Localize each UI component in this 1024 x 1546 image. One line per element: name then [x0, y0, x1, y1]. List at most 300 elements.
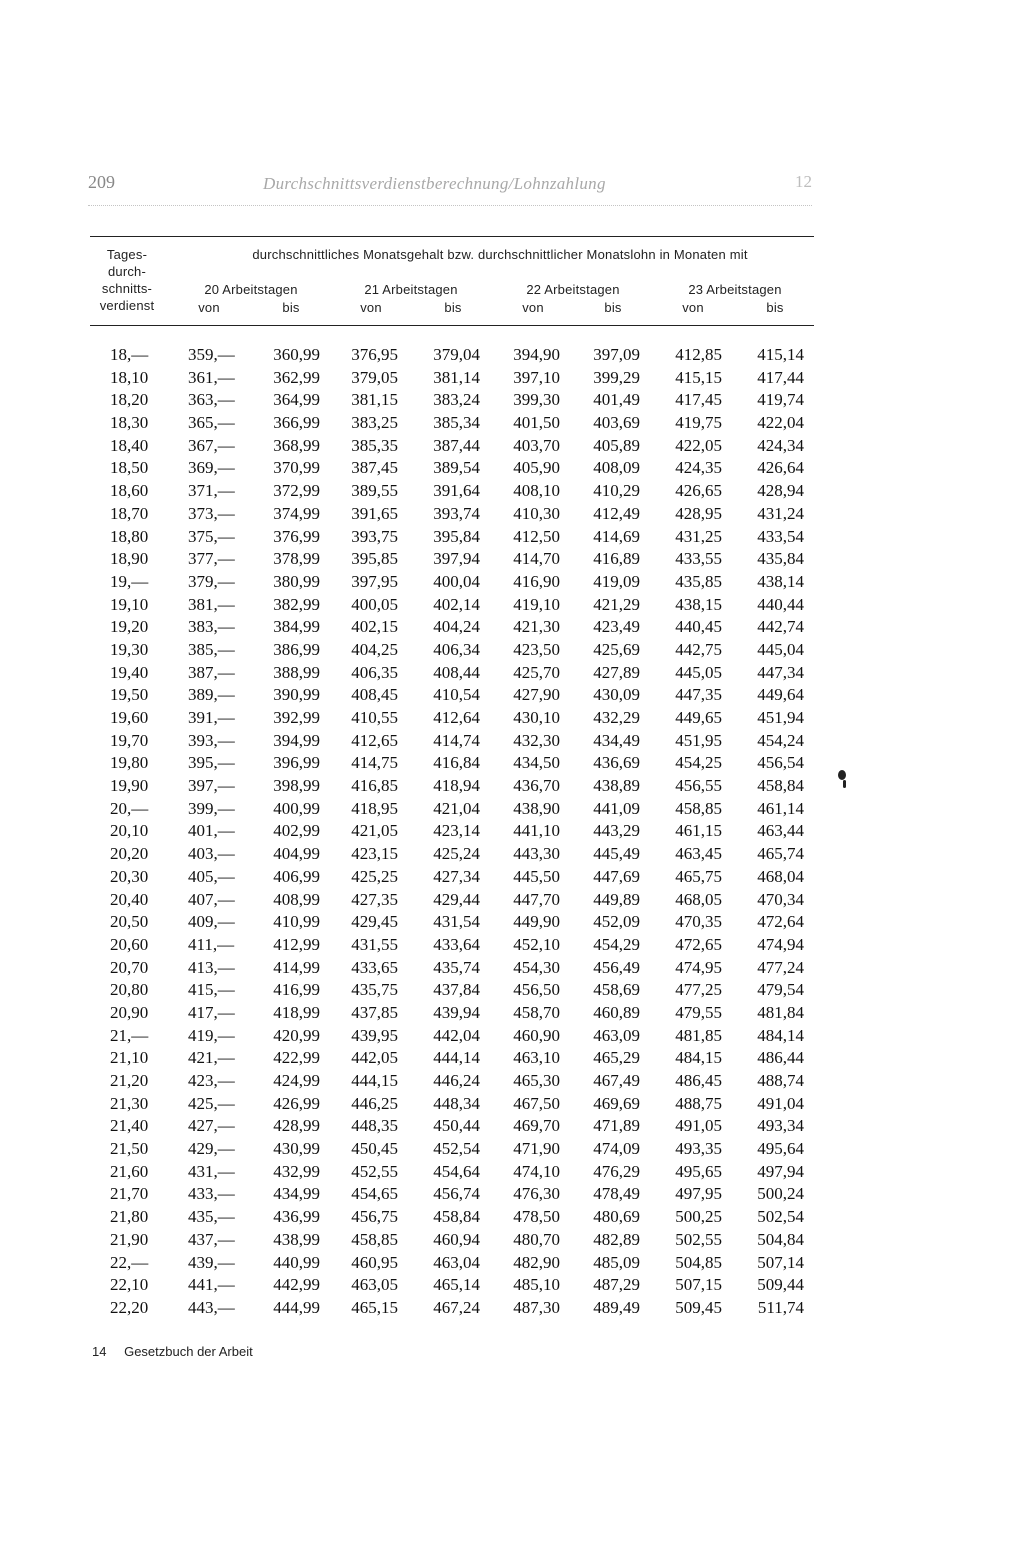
salary-cell: 463,44	[757, 821, 804, 841]
daily-earnings-cell: 19,70	[110, 730, 149, 750]
salary-cell: 426,65	[675, 481, 722, 501]
salary-cell: 440,45	[675, 617, 722, 637]
salary-cell: 405,—	[188, 866, 235, 886]
daily-earnings-cell: 18,10	[110, 367, 149, 387]
salary-cell: 458,84	[433, 1207, 480, 1227]
salary-cell: 397,10	[513, 367, 560, 387]
daily-earnings-cell: 20,20	[110, 844, 149, 864]
salary-cell: 429,45	[351, 912, 398, 932]
salary-cell: 458,85	[351, 1229, 398, 1249]
salary-cell: 456,75	[351, 1207, 398, 1227]
salary-cell: 425,70	[513, 662, 560, 682]
salary-cell: 467,49	[593, 1071, 640, 1090]
salary-cell: 397,94	[433, 549, 480, 569]
salary-cell: 422,99	[273, 1048, 320, 1068]
salary-cell: 509,44	[757, 1275, 804, 1295]
table-row	[90, 457, 814, 480]
salary-cell: 379,05	[351, 367, 398, 387]
salary-cell: 399,30	[513, 390, 560, 410]
sub-header-from: von	[682, 300, 704, 315]
salary-cell: 431,54	[433, 912, 480, 932]
salary-cell: 415,14	[757, 345, 804, 364]
salary-cell: 424,34	[757, 435, 804, 455]
sub-header-from: von	[198, 300, 220, 315]
salary-cell: 469,70	[513, 1116, 560, 1136]
table-row	[90, 526, 814, 549]
salary-cell: 417,44	[757, 367, 804, 387]
salary-cell: 390,99	[273, 685, 320, 705]
salary-cell: 373,—	[188, 503, 235, 523]
salary-cell: 385,34	[433, 413, 480, 433]
salary-cell: 433,55	[675, 549, 722, 569]
page-number: 209	[88, 172, 115, 192]
salary-cell: 395,84	[433, 526, 480, 546]
salary-cell: 387,—	[188, 662, 235, 682]
salary-cell: 474,94	[757, 934, 804, 954]
daily-earnings-cell: 21,40	[110, 1116, 149, 1136]
salary-cell: 447,35	[675, 685, 722, 705]
table-row	[90, 798, 814, 821]
salary-cell: 410,99	[273, 912, 320, 932]
salary-cell: 463,45	[675, 844, 722, 864]
salary-cell: 401,—	[188, 821, 235, 841]
salary-cell: 387,45	[351, 458, 398, 478]
sub-header-to: bis	[282, 300, 300, 315]
salary-cell: 378,99	[273, 549, 320, 569]
salary-cell: 416,84	[433, 753, 480, 773]
table-row	[90, 843, 814, 866]
salary-cell: 402,14	[433, 594, 480, 614]
salary-cell: 449,90	[513, 912, 560, 932]
salary-cell: 456,74	[433, 1184, 480, 1204]
salary-cell: 463,09	[593, 1025, 640, 1045]
salary-cell: 440,44	[757, 594, 804, 614]
daily-earnings-cell: 22,—	[110, 1252, 149, 1272]
salary-cell: 402,99	[273, 821, 320, 841]
stub-header	[90, 246, 164, 314]
table-row	[90, 1115, 814, 1138]
salary-cell: 424,99	[273, 1071, 320, 1090]
salary-cell: 487,30	[513, 1297, 560, 1317]
salary-cell: 446,25	[351, 1093, 398, 1113]
salary-cell: 491,05	[675, 1116, 722, 1136]
salary-cell: 488,75	[675, 1093, 722, 1113]
salary-cell: 412,65	[351, 730, 398, 750]
salary-cell: 421,—	[188, 1048, 235, 1068]
salary-cell: 422,05	[675, 435, 722, 455]
salary-cell: 446,24	[433, 1071, 480, 1090]
salary-cell: 477,25	[675, 980, 722, 1000]
salary-cell: 478,49	[593, 1184, 640, 1204]
salary-cell: 463,04	[433, 1252, 480, 1272]
salary-cell: 428,95	[675, 503, 722, 523]
daily-earnings-cell: 21,60	[110, 1161, 149, 1181]
salary-cell: 376,95	[351, 345, 398, 364]
table-row	[90, 639, 814, 662]
salary-cell: 368,99	[273, 435, 320, 455]
stub-header-line: schnitts-	[101, 281, 153, 296]
salary-cell: 389,54	[433, 458, 480, 478]
salary-cell: 481,84	[757, 1002, 804, 1022]
salary-cell: 420,99	[273, 1025, 320, 1045]
daily-earnings-cell: 21,20	[110, 1071, 149, 1090]
daily-earnings-cell: 18,60	[110, 481, 149, 501]
table-body	[90, 344, 814, 1320]
daily-earnings-cell: 18,80	[110, 526, 149, 546]
salary-cell: 407,—	[188, 889, 235, 909]
salary-cell: 439,94	[433, 1002, 480, 1022]
salary-cell: 366,99	[273, 413, 320, 433]
salary-cell: 471,89	[593, 1116, 640, 1136]
daily-earnings-cell: 22,10	[110, 1275, 149, 1295]
salary-cell: 454,64	[433, 1161, 480, 1181]
salary-cell: 429,44	[433, 889, 480, 909]
salary-cell: 497,95	[675, 1184, 722, 1204]
daily-earnings-cell: 21,10	[110, 1048, 149, 1068]
salary-cell: 470,35	[675, 912, 722, 932]
daily-earnings-cell: 21,80	[110, 1207, 149, 1227]
daily-earnings-cell: 18,40	[110, 435, 149, 455]
salary-cell: 389,55	[351, 481, 398, 501]
salary-cell: 439,—	[188, 1252, 235, 1272]
table-row	[90, 866, 814, 889]
salary-cell: 416,90	[513, 571, 560, 591]
salary-cell: 427,34	[433, 866, 480, 886]
salary-cell: 438,99	[273, 1229, 320, 1249]
salary-cell: 456,50	[513, 980, 560, 1000]
salary-cell: 414,99	[273, 957, 320, 977]
salary-cell: 438,14	[757, 571, 804, 591]
table-row	[90, 571, 814, 594]
salary-cell: 489,49	[593, 1297, 640, 1317]
stub-header-line: Tages-	[106, 247, 148, 262]
table-row	[90, 1183, 814, 1206]
salary-cell: 445,05	[675, 662, 722, 682]
daily-earnings-cell: 22,20	[110, 1297, 149, 1317]
daily-earnings-cell: 20,90	[110, 1002, 149, 1022]
group-header-21: 21 Arbeitstagen	[364, 282, 458, 297]
salary-cell: 438,89	[593, 776, 640, 796]
daily-earnings-cell: 19,80	[110, 753, 149, 773]
salary-cell: 383,24	[433, 390, 480, 410]
daily-earnings-cell: 21,50	[110, 1139, 149, 1159]
group-header-23: 23 Arbeitstagen	[688, 282, 782, 297]
salary-cell: 416,89	[593, 549, 640, 569]
salary-cell: 404,24	[433, 617, 480, 637]
running-head	[88, 172, 812, 204]
salary-cell: 437,85	[351, 1002, 398, 1022]
salary-cell: 430,09	[593, 685, 640, 705]
daily-earnings-cell: 21,—	[110, 1025, 149, 1045]
salary-cell: 442,74	[757, 617, 804, 637]
salary-cell: 367,—	[188, 435, 235, 455]
salary-cell: 485,10	[513, 1275, 560, 1295]
table-row	[90, 707, 814, 730]
table-row	[90, 1161, 814, 1184]
salary-cell: 438,90	[513, 798, 560, 818]
salary-cell: 361,—	[188, 367, 235, 387]
salary-cell: 442,04	[433, 1025, 480, 1045]
salary-cell: 495,65	[675, 1161, 722, 1181]
salary-cell: 441,10	[513, 821, 560, 841]
salary-cell: 460,94	[433, 1229, 480, 1249]
salary-cell: 388,99	[273, 662, 320, 682]
span-header: durchschnittliches Monatsgehalt bzw. durchschnittlicher Monatslohn in Monaten mit	[252, 247, 748, 262]
salary-cell: 438,15	[675, 594, 722, 614]
salary-cell: 467,50	[513, 1093, 560, 1113]
salary-cell: 431,—	[188, 1161, 235, 1181]
table-row	[90, 889, 814, 912]
salary-cell: 509,45	[675, 1297, 722, 1317]
page-footer	[92, 1344, 253, 1359]
running-mark: 12	[795, 172, 812, 191]
salary-cell: 417,45	[675, 390, 722, 410]
daily-earnings-cell: 19,10	[110, 594, 149, 614]
salary-cell: 465,29	[593, 1048, 640, 1068]
salary-cell: 435,—	[188, 1207, 235, 1227]
salary-cell: 428,94	[757, 481, 804, 501]
salary-cell: 414,69	[593, 526, 640, 546]
running-head-rule	[88, 205, 812, 206]
salary-cell: 408,99	[273, 889, 320, 909]
salary-cell: 412,85	[675, 345, 722, 364]
table-row	[90, 820, 814, 843]
salary-cell: 445,49	[593, 844, 640, 864]
daily-earnings-cell: 19,90	[110, 776, 149, 796]
salary-cell: 403,70	[513, 435, 560, 455]
salary-cell: 495,64	[757, 1139, 804, 1159]
salary-cell: 502,54	[757, 1207, 804, 1227]
salary-cell: 468,05	[675, 889, 722, 909]
table-row	[90, 480, 814, 503]
table-row	[90, 1047, 814, 1070]
salary-cell: 480,70	[513, 1229, 560, 1249]
salary-cell: 493,35	[675, 1139, 722, 1159]
salary-cell: 474,95	[675, 957, 722, 977]
daily-earnings-cell: 20,70	[110, 957, 149, 977]
table-row	[90, 775, 814, 798]
daily-earnings-cell: 21,30	[110, 1093, 149, 1113]
salary-cell: 452,10	[513, 934, 560, 954]
salary-cell: 383,25	[351, 413, 398, 433]
salary-cell: 433,—	[188, 1184, 235, 1204]
daily-earnings-cell: 19,20	[110, 617, 149, 637]
salary-cell: 442,75	[675, 639, 722, 659]
salary-cell: 507,14	[757, 1252, 804, 1272]
salary-cell: 458,69	[593, 980, 640, 1000]
salary-cell: 400,05	[351, 594, 398, 614]
salary-cell: 391,—	[188, 708, 235, 727]
salary-cell: 447,34	[757, 662, 804, 682]
daily-earnings-cell: 19,50	[110, 685, 149, 705]
salary-cell: 394,99	[273, 730, 320, 750]
salary-cell: 375,—	[188, 526, 235, 546]
salary-cell: 421,05	[351, 821, 398, 841]
table-row	[90, 684, 814, 707]
table-row	[90, 616, 814, 639]
salary-cell: 469,69	[593, 1093, 640, 1113]
salary-cell: 491,04	[757, 1093, 804, 1113]
salary-cell: 430,10	[513, 708, 560, 727]
salary-cell: 424,35	[675, 458, 722, 478]
salary-cell: 504,84	[757, 1229, 804, 1249]
salary-cell: 445,04	[757, 639, 804, 659]
salary-cell: 443,29	[593, 821, 640, 841]
daily-earnings-cell: 18,30	[110, 413, 149, 433]
salary-cell: 425,69	[593, 639, 640, 659]
table-row	[90, 1297, 814, 1320]
salary-cell: 400,04	[433, 571, 480, 591]
salary-cell: 478,50	[513, 1207, 560, 1227]
salary-cell: 435,74	[433, 957, 480, 977]
salary-cell: 436,69	[593, 753, 640, 773]
salary-cell: 416,85	[351, 776, 398, 796]
salary-cell: 383,—	[188, 617, 235, 637]
salary-cell: 447,69	[593, 866, 640, 886]
salary-cell: 449,65	[675, 708, 722, 727]
salary-cell: 479,55	[675, 1002, 722, 1022]
salary-cell: 384,99	[273, 617, 320, 637]
salary-cell: 425,—	[188, 1093, 235, 1113]
salary-cell: 486,44	[757, 1048, 804, 1068]
salary-cell: 404,99	[273, 844, 320, 864]
salary-cell: 421,29	[593, 594, 640, 614]
salary-cell: 382,99	[273, 594, 320, 614]
salary-cell: 502,55	[675, 1229, 722, 1249]
salary-cell: 413,—	[188, 957, 235, 977]
salary-cell: 427,35	[351, 889, 398, 909]
salary-cell: 504,85	[675, 1252, 722, 1272]
table-row	[90, 911, 814, 934]
salary-cell: 415,15	[675, 367, 722, 387]
table-row	[90, 1002, 814, 1025]
salary-cell: 418,95	[351, 798, 398, 818]
salary-cell: 401,49	[593, 390, 640, 410]
daily-earnings-cell: 20,60	[110, 934, 149, 954]
salary-cell: 423,15	[351, 844, 398, 864]
salary-cell: 435,84	[757, 549, 804, 569]
daily-earnings-cell: 19,30	[110, 639, 149, 659]
salary-cell: 461,15	[675, 821, 722, 841]
salary-cell: 364,99	[273, 390, 320, 410]
salary-cell: 486,45	[675, 1071, 722, 1090]
salary-cell: 423,14	[433, 821, 480, 841]
salary-cell: 362,99	[273, 367, 320, 387]
salary-cell: 360,99	[273, 345, 320, 364]
salary-cell: 476,30	[513, 1184, 560, 1204]
salary-cell: 433,65	[351, 957, 398, 977]
salary-cell: 386,99	[273, 639, 320, 659]
salary-cell: 474,10	[513, 1161, 560, 1181]
salary-cell: 393,74	[433, 503, 480, 523]
salary-cell: 369,—	[188, 458, 235, 478]
salary-cell: 452,09	[593, 912, 640, 932]
salary-cell: 460,89	[593, 1002, 640, 1022]
salary-cell: 392,99	[273, 708, 320, 727]
salary-cell: 471,90	[513, 1139, 560, 1159]
salary-cell: 399,—	[188, 798, 235, 818]
salary-cell: 418,99	[273, 1002, 320, 1022]
salary-cell: 436,70	[513, 776, 560, 796]
salary-cell: 387,44	[433, 435, 480, 455]
salary-cell: 431,55	[351, 934, 398, 954]
ink-speck	[843, 780, 846, 788]
table-row	[90, 1252, 814, 1275]
salary-cell: 487,29	[593, 1275, 640, 1295]
salary-cell: 465,14	[433, 1275, 480, 1295]
table-row	[90, 594, 814, 617]
salary-cell: 414,75	[351, 753, 398, 773]
salary-cell: 484,15	[675, 1048, 722, 1068]
table-row	[90, 934, 814, 957]
salary-cell: 427,—	[188, 1116, 235, 1136]
salary-cell: 458,85	[675, 798, 722, 818]
salary-cell: 452,54	[433, 1139, 480, 1159]
salary-cell: 444,15	[351, 1071, 398, 1090]
daily-earnings-cell: 20,50	[110, 912, 149, 932]
salary-cell: 426,64	[757, 458, 804, 478]
salary-cell: 427,89	[593, 662, 640, 682]
salary-cell: 493,34	[757, 1116, 804, 1136]
table-row	[90, 1206, 814, 1229]
salary-cell: 423,49	[593, 617, 640, 637]
salary-cell: 456,54	[757, 753, 804, 773]
salary-cell: 437,—	[188, 1229, 235, 1249]
salary-cell: 410,54	[433, 685, 480, 705]
salary-cell: 397,95	[351, 571, 398, 591]
salary-cell: 399,29	[593, 367, 640, 387]
salary-cell: 437,84	[433, 980, 480, 1000]
salary-cell: 391,64	[433, 481, 480, 501]
salary-cell: 404,25	[351, 639, 398, 659]
salary-cell: 412,50	[513, 526, 560, 546]
daily-earnings-cell: 20,80	[110, 980, 149, 1000]
salary-cell: 454,65	[351, 1184, 398, 1204]
salary-cell: 445,50	[513, 866, 560, 886]
salary-cell: 454,29	[593, 934, 640, 954]
table-row	[90, 979, 814, 1002]
sub-header-to: bis	[604, 300, 622, 315]
sub-header-to: bis	[766, 300, 784, 315]
table-row	[90, 1274, 814, 1297]
salary-cell: 414,74	[433, 730, 480, 750]
table-row	[90, 1229, 814, 1252]
table-row	[90, 752, 814, 775]
salary-cell: 465,30	[513, 1071, 560, 1090]
daily-earnings-cell: 20,40	[110, 889, 149, 909]
sub-header-from: von	[522, 300, 544, 315]
signature-number: 14	[92, 1344, 107, 1359]
salary-cell: 449,64	[757, 685, 804, 705]
salary-cell: 434,99	[273, 1184, 320, 1204]
salary-cell: 395,85	[351, 549, 398, 569]
salary-cell: 408,44	[433, 662, 480, 682]
salary-cell: 463,10	[513, 1048, 560, 1068]
salary-cell: 450,44	[433, 1116, 480, 1136]
salary-cell: 422,04	[757, 413, 804, 433]
salary-cell: 432,99	[273, 1161, 320, 1181]
salary-cell: 484,14	[757, 1025, 804, 1045]
salary-cell: 414,70	[513, 549, 560, 569]
salary-cell: 419,09	[593, 571, 640, 591]
daily-earnings-cell: 18,70	[110, 503, 149, 523]
salary-cell: 482,90	[513, 1252, 560, 1272]
salary-cell: 456,55	[675, 776, 722, 796]
table-row	[90, 548, 814, 571]
salary-cell: 418,94	[433, 776, 480, 796]
salary-cell: 419,—	[188, 1025, 235, 1045]
salary-cell: 442,05	[351, 1048, 398, 1068]
